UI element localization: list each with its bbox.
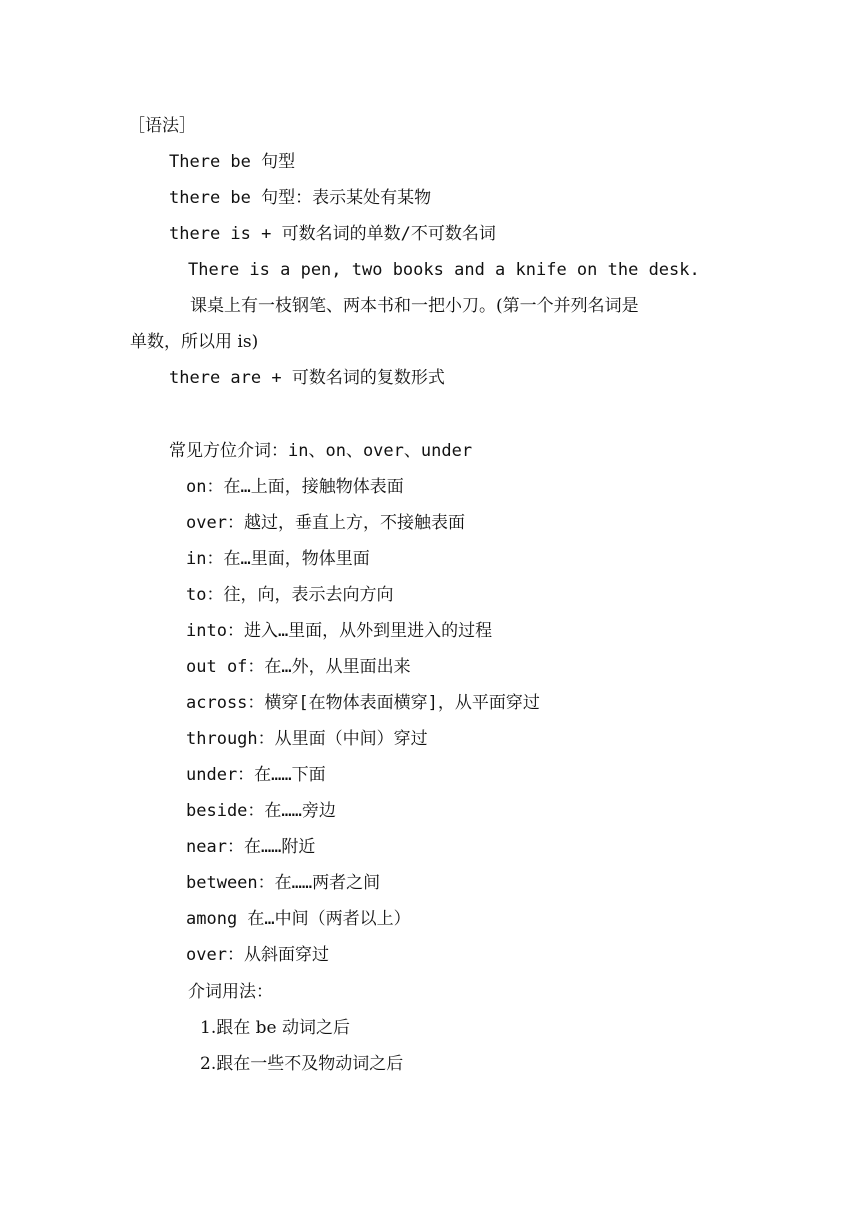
there-be-title: There be 句型 — [169, 152, 296, 172]
preposition-item: over：从斜面穿过 — [186, 945, 329, 965]
example-english: There is a pen, two books and a knife on the desk. — [188, 260, 700, 280]
there-are-rule: there are + 可数名词的复数形式 — [169, 368, 445, 388]
preposition-item: to：往，向，表示去向方向 — [186, 585, 394, 605]
example-chinese-line1: 课桌上有一枝钢笔、两本书和一把小刀。(第一个并列名词是 — [190, 296, 639, 316]
there-is-rule: there is + 可数名词的单数/不可数名词 — [169, 224, 496, 244]
usage-item: 2.跟在一些不及物动词之后 — [200, 1054, 404, 1074]
preposition-item: in：在…里面，物体里面 — [186, 549, 370, 569]
there-be-meaning: there be 句型：表示某处有某物 — [169, 188, 432, 208]
preposition-item: among 在…中间（两者以上） — [186, 909, 411, 929]
preposition-item: into：进入…里面，从外到里进入的过程 — [186, 621, 493, 641]
usage-title: 介词用法： — [188, 982, 273, 1002]
preposition-item: over：越过，垂直上方，不接触表面 — [186, 513, 465, 533]
preposition-item: through：从里面（中间）穿过 — [186, 729, 428, 749]
preposition-item: beside：在……旁边 — [186, 801, 336, 821]
preposition-item: across：横穿[在物体表面横穿]，从平面穿过 — [186, 693, 540, 713]
preposition-item: under：在……下面 — [186, 765, 326, 785]
preposition-item: on：在…上面，接触物体表面 — [186, 477, 404, 497]
preposition-item: between：在……两者之间 — [186, 873, 381, 893]
section-heading: ［语法］ — [128, 116, 196, 136]
prepositions-intro: 常见方位介词：in、on、over、under — [169, 441, 473, 461]
usage-item: 1.跟在 be 动词之后 — [200, 1018, 350, 1038]
preposition-item: out of：在…外，从里面出来 — [186, 657, 411, 677]
example-chinese-line2: 单数，所以用 is) — [130, 332, 259, 352]
preposition-item: near：在……附近 — [186, 837, 316, 857]
